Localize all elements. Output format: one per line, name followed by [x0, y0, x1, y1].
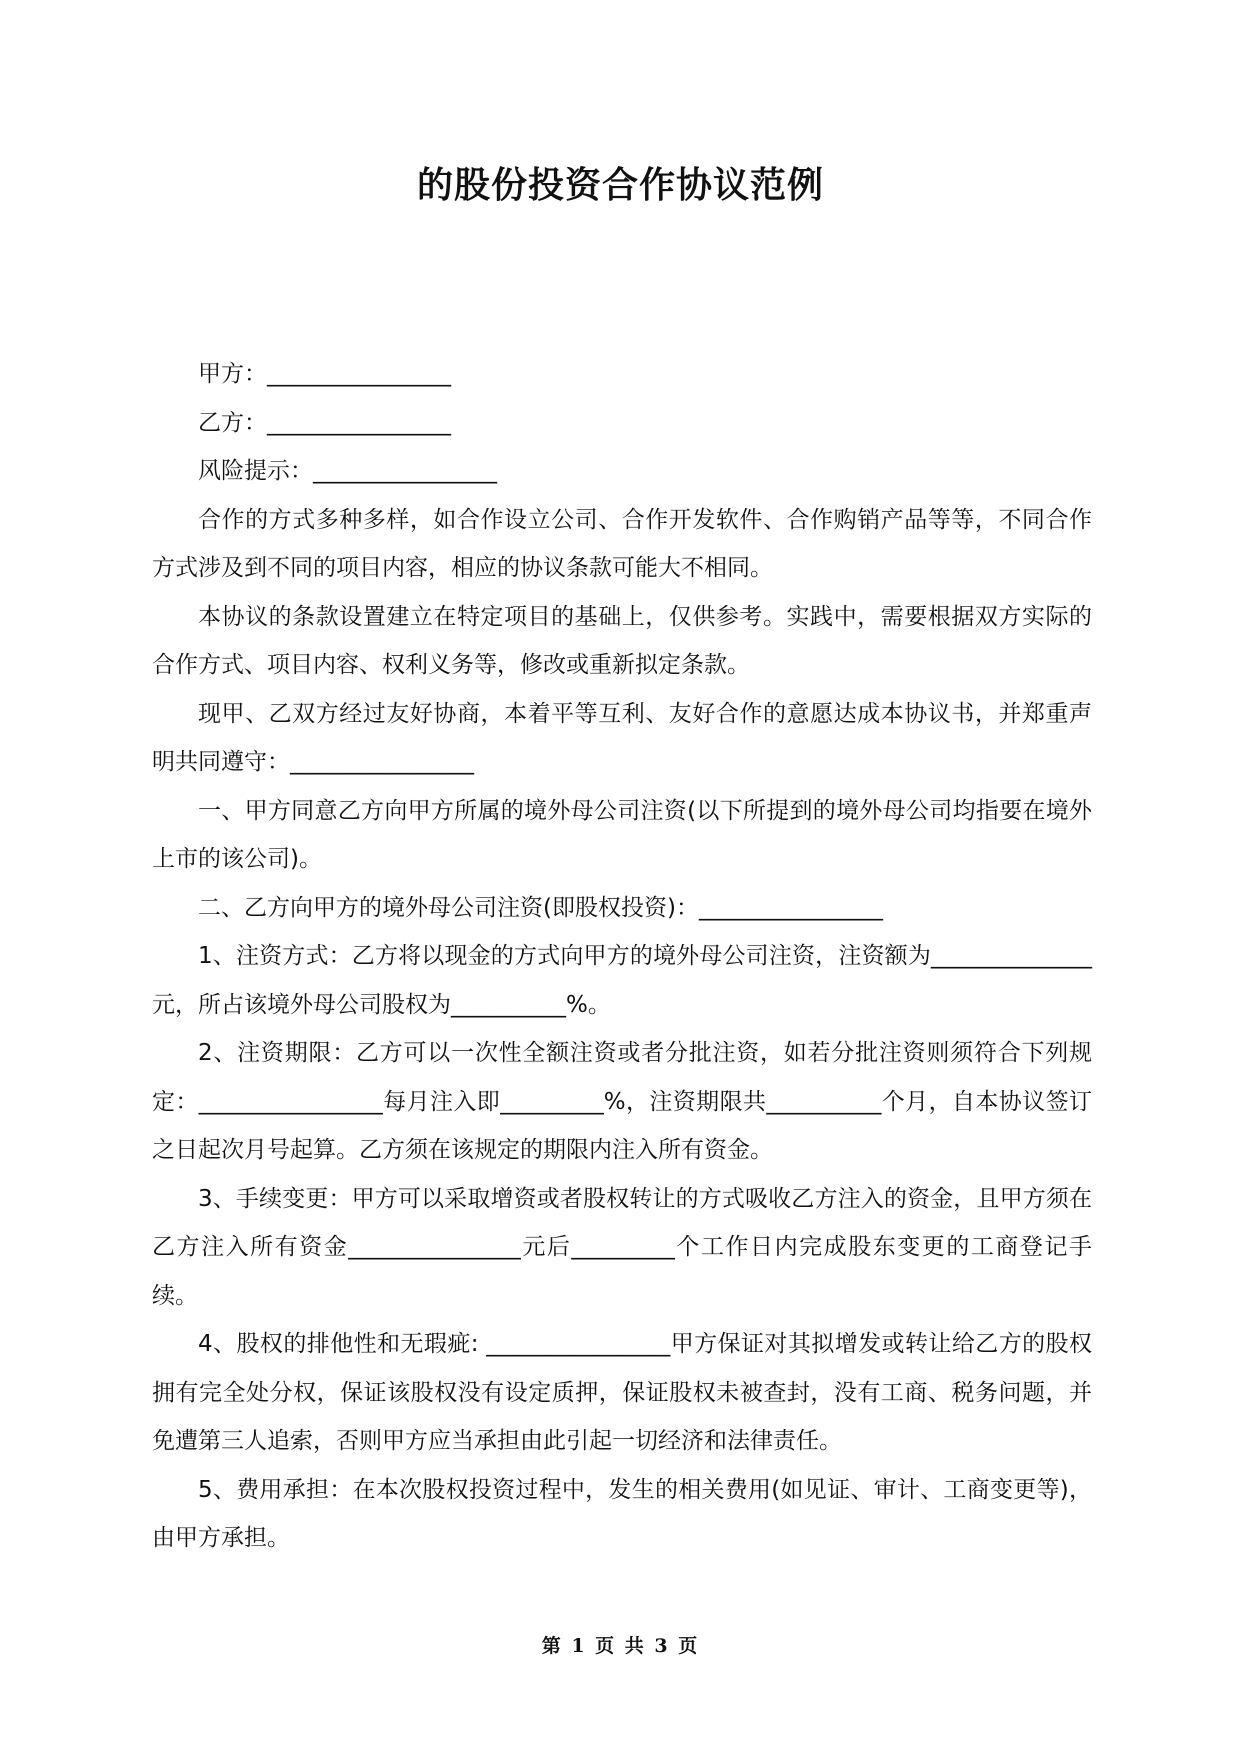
paragraph: 本协议的条款设置建立在特定项目的基础上，仅供参考。实践中，需要根据双方实际的合作方式、项目内容、权利义务等，修改或重新拟定条款。	[152, 603, 1092, 678]
clause-1: 一、甲方同意乙方向甲方所属的境外母公司注资(以下所提到的境外母公司均指要在境外上市的该公司)。	[152, 797, 1092, 872]
page-footer: 第 1 页 共 3 页	[541, 1635, 700, 1657]
subclause-4: 4、股权的排他性和无瑕疵: ________________甲方保证对其拟增发或转让给乙方的股权拥有完全处分权，保证该股权没有设定质押，保证股权未被查封，没有工商、税务问题，并免遭第三人追索，否则甲方应当承担由此引起一切经济和法律责任。	[152, 1331, 1092, 1454]
paragraph: 合作的方式多种多样，如合作设立公司、合作开发软件、合作购销产品等等，不同合作方式涉及到不同的项目内容，相应的协议条款可能大不相同。	[152, 506, 1092, 581]
paragraph: 现甲、乙双方经过友好协商，本着平等互利、友好合作的意愿达成本协议书，并郑重声明共同遵守：________________	[152, 700, 1092, 775]
party-b-line: 乙方：________________	[198, 409, 451, 436]
clause-2: 二、乙方向甲方的境外母公司注资(即股权投资)：________________	[198, 894, 883, 921]
document-title: 的股份投资合作协议范例	[416, 165, 824, 206]
subclause-2: 2、注资期限：乙方可以一次性全额注资或者分批注资，如若分批注资则须符合下列规定：________________每月注入即_________%，注资期限共__________个月，自本协议签订之日起次月号起算。乙方须在该规定的期限内注入所有资金。	[152, 1040, 1092, 1163]
subclause-5: 5、费用承担：在本次股权投资过程中，发生的相关费用(如见证、审计、工商变更等)，由甲方承担。	[152, 1476, 1092, 1551]
subclause-3: 3、手续变更：甲方可以采取增资或者股权转让的方式吸收乙方注入的资金，且甲方须在乙方注入所有资金_______________元后_________个工作日内完成股东变更的工商登记手续。	[152, 1185, 1092, 1309]
document-body	[152, 350, 1092, 1563]
subclause-1: 1、注资方式：乙方将以现金的方式向甲方的境外母公司注资，注资额为______________元，所占该境外母公司股权为__________%。	[152, 943, 1092, 1018]
risk-notice-line: 风险提示：________________	[198, 458, 497, 484]
party-a-line: 甲方：________________	[198, 361, 451, 387]
